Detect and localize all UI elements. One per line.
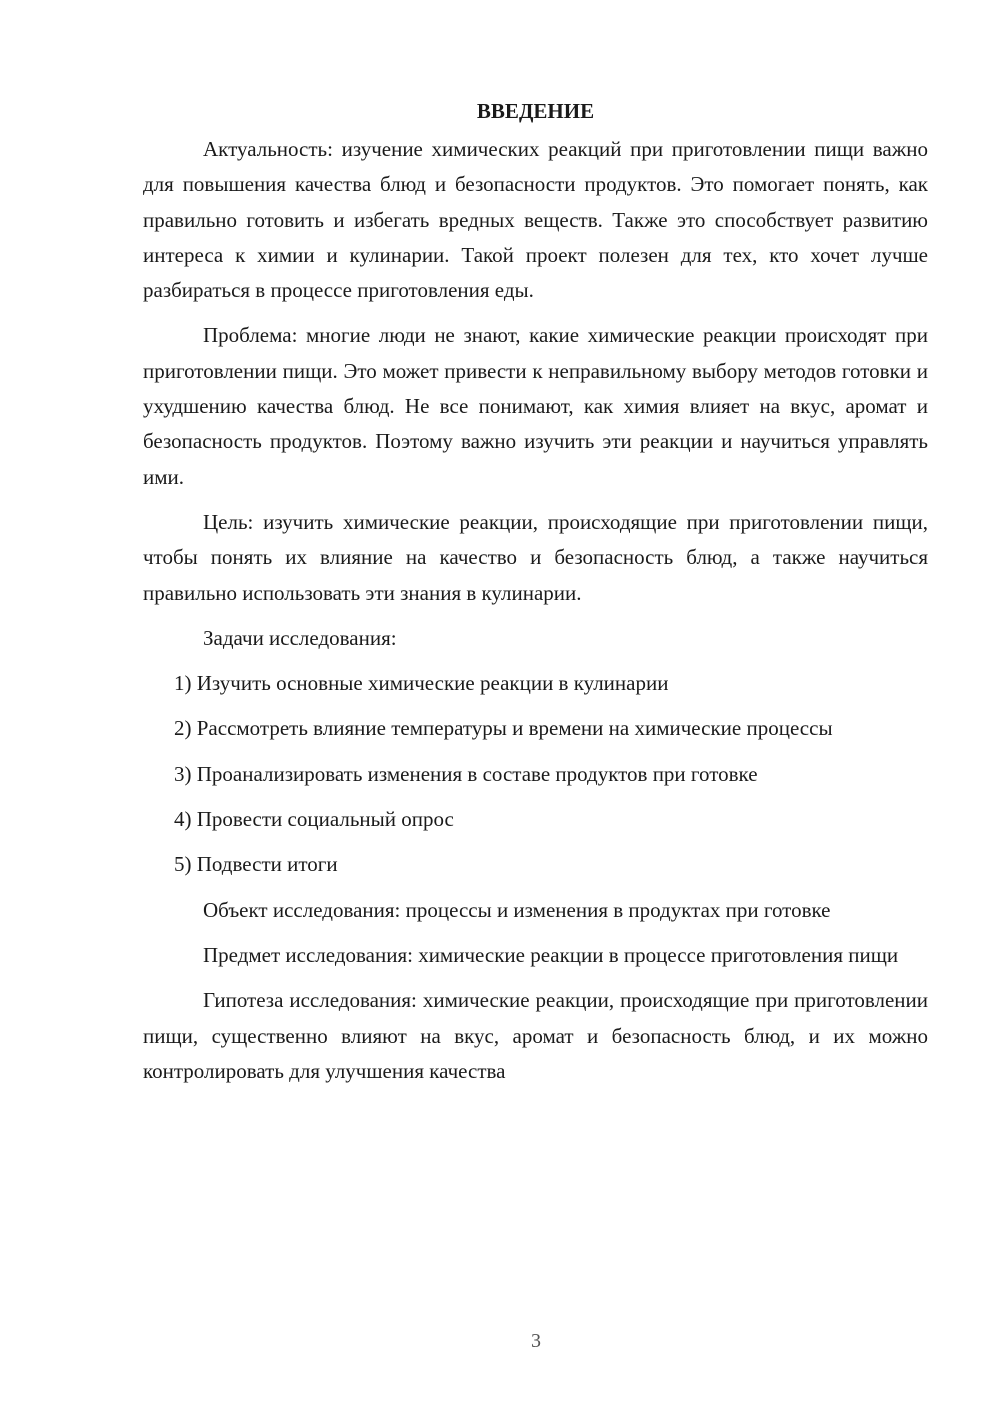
task-item: 2) Рассмотреть влияние температуры и времени на химические процессы (174, 716, 833, 741)
task-item: 5) Подвести итоги (174, 852, 338, 877)
paragraph-goal: Цель: изучить химические реакции, происходящие при приготовлении пищи, чтобы понять их влияние на качество и безопасность блюд, а также научиться правильно использовать эти знания в кулинарии. (143, 509, 928, 605)
paragraph-relevance: Актуальность: изучение химических реакций при приготовлении пищи важно для повышения качества блюд и безопасности продуктов. Это помогает понять, как правильно готовить и избегать вредных веществ. Также это способствует развитию интереса к химии и кулинарии. Такой проект полезен для тех, кто хочет лучше разбираться в процессе приготовления еды. (143, 137, 928, 303)
task-item: 3) Проанализировать изменения в составе продуктов при готовке (174, 761, 758, 786)
document-page (143, 92, 928, 1099)
paragraph-problem: Проблема: многие люди не знают, какие химические реакции происходят при приготовлении пищи. Это может привести к неправильному выбору методов готовки и ухудшению качества блюд. Не все понимают, как химия влияет на вкус, аромат и безопасность продуктов. Поэтому важно изучить эти реакции и научиться управлять ими. (143, 323, 928, 489)
page-number: 3 (531, 1330, 541, 1352)
paragraph-subject: Предмет исследования: химические реакции в процессе приготовления пищи (203, 942, 899, 967)
section-title: ВВЕДЕНИЕ (476, 99, 595, 123)
task-item: 1) Изучить основные химические реакции в кулинарии (174, 671, 669, 696)
tasks-heading: Задачи исследования: (203, 625, 397, 650)
paragraph-object: Объект исследования: процессы и изменения в продуктах при готовке (203, 897, 831, 922)
task-item: 4) Провести социальный опрос (174, 807, 454, 832)
paragraph-hypothesis: Гипотеза исследования: химические реакции, происходящие при приготовлении пищи, существенно влияют на вкус, аромат и безопасность блюд, и их можно контролировать для улучшения качества (143, 988, 928, 1083)
